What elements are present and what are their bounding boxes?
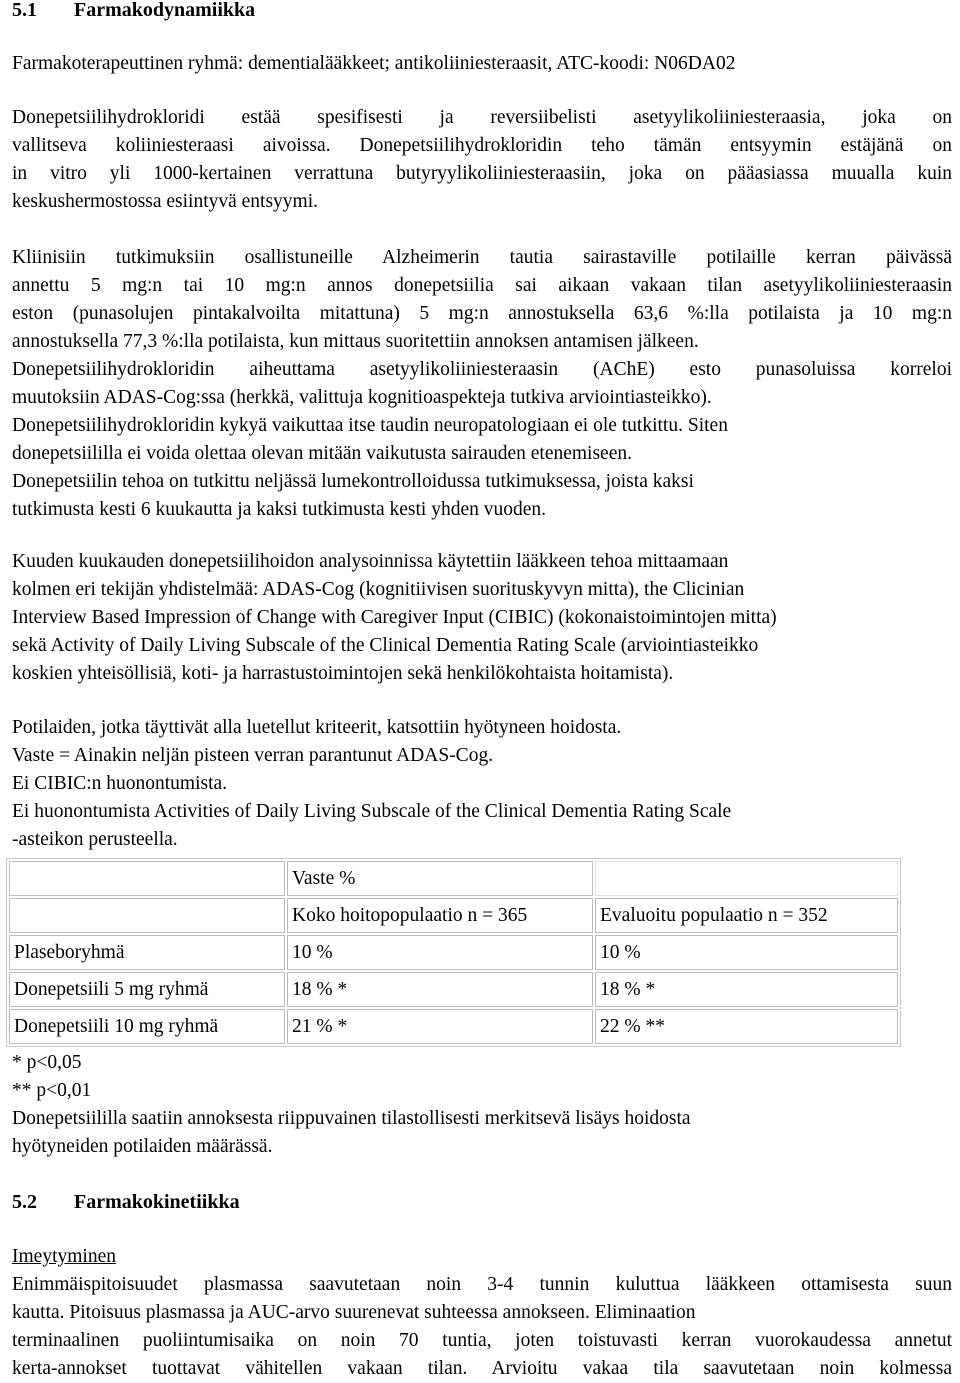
response-table [6, 858, 901, 1047]
text-line: Farmakoterapeuttinen ryhmä: dementialääkkeet; antikoliiniesteraasit, ATC-koodi: N06DA02 [12, 53, 736, 74]
table-cell: 21 % * [287, 1009, 593, 1044]
paragraph-dose-response [12, 1105, 952, 1161]
section-title: Farmakodynamiikka [74, 0, 256, 21]
pharmacotherapeutic-group [12, 50, 952, 78]
subheading-text: Imeytyminen [12, 1246, 116, 1267]
table-cell [9, 898, 285, 933]
text-line: annettu 5 mg:n tai 10 mg:n annos donepetsiilia sai aikaan vakaan tilan asetyylikoliiniesteraasin [12, 275, 952, 296]
table-header-cell: Koko hoitopopulaatio n = 365 [287, 898, 593, 933]
footnote: ** p<0,01 [12, 1080, 92, 1101]
text-line: Donepetsiilihydrokloridi estää spesifisesti ja reversiibelisti asetyylikoliiniesteraasia, joka on [12, 107, 952, 128]
subheading-absorption [12, 1243, 952, 1271]
text-line: annostuksella 77,3 %:lla potilaista, kun mittaus suoritettiin annoksen antamisen jälkeen. [12, 331, 699, 352]
text-line: Ei huonontumista Activities of Daily Living Subscale of the Clinical Dementia Rating Scale [12, 801, 732, 822]
text-line: -asteikon perusteella. [12, 829, 178, 850]
text-line: kerta-annokset tuottavat vähitellen vakaan tilan. Arvioitu vakaa tila saavutetaan noin kolmessa [12, 1358, 952, 1379]
text-line: koskien yhteisöllisiä, koti- ja harrastustoimintojen sekä henkilökohtaista hoitamista). [12, 663, 674, 684]
table-cell [595, 861, 898, 896]
text-line: Potilaiden, jotka täyttivät alla luetellut kriteerit, katsottiin hyötyneen hoidosta. [12, 717, 622, 738]
text-line: Kliinisiin tutkimuksiin osallistuneille Alzheimerin tautia sairastaville potilaille kerran päivässä [12, 247, 952, 268]
text-line: tutkimusta kesti 6 kuukautta ja kaksi tutkimusta kesti yhden vuoden. [12, 499, 547, 520]
text-line: Interview Based Impression of Change with Caregiver Input (CIBIC) (kokonaistoimintojen mitta) [12, 607, 777, 628]
text-line: Enimmäispitoisuudet plasmassa saavutetaan noin 3-4 tunnin kuluttua lääkkeen ottamisesta suun [12, 1274, 952, 1295]
text-line: in vitro yli 1000-kertainen verrattuna butyryylikoliiniesteraasiin, joka on pääasiassa muualla kuin [12, 163, 952, 184]
table-cell [9, 861, 285, 896]
text-line: Ei CIBIC:n huonontumista. [12, 773, 228, 794]
table-row [9, 935, 898, 970]
text-line: eston (punasolujen pintakalvoilta mitattuna) 5 mg:n annostuksella 63,6 %:lla potilaista ja 10 mg:n [12, 303, 952, 324]
table-row-label: Plaseboryhmä [9, 935, 285, 970]
text-line: terminaalinen puoliintumisaika on noin 70 tuntia, joten toistuvasti kerran vuorokaudessa annetut [12, 1330, 952, 1351]
section-title: Farmakokinetiikka [74, 1191, 240, 1213]
text-line: sekä Activity of Daily Living Subscale of the Clinical Dementia Rating Scale (arviointiasteikko [12, 635, 759, 656]
paragraph-mechanism [12, 104, 952, 216]
table-header-row [9, 898, 898, 933]
paragraph-analysis [12, 548, 952, 688]
section-heading-5-2 [12, 1188, 240, 1216]
text-line: Donepetsiililla saatiin annoksesta riippuvainen tilastollisesti merkitsevä lisäys hoidosta [12, 1108, 691, 1129]
table-cell: 18 % * [595, 972, 898, 1007]
section-number: 5.1 [12, 0, 37, 21]
table-header-cell: Evaluoitu populaatio n = 352 [595, 898, 898, 933]
table-header-row [9, 861, 898, 896]
table-header-cell: Vaste % [287, 861, 593, 896]
text-line: Vaste = Ainakin neljän pisteen verran parantunut ADAS-Cog. [12, 745, 494, 766]
table-cell: 10 % [287, 935, 593, 970]
text-line: donepetsiililla ei voida olettaa olevan mitään vaikutusta sairauden etenemiseen. [12, 443, 632, 464]
paragraph-absorption [12, 1271, 952, 1383]
text-line: keskushermostossa esiintyvä entsyymi. [12, 191, 319, 212]
table-row [9, 1009, 898, 1044]
footnotes [12, 1049, 952, 1105]
footnote: * p<0,05 [12, 1052, 82, 1073]
section-heading-5-1 [12, 0, 255, 24]
table-cell: 22 % ** [595, 1009, 898, 1044]
section-number: 5.2 [12, 1191, 37, 1213]
text-line: vallitseva koliiniesteraasi aivoissa. Donepetsiilihydrokloridin teho tämän entsyymin estäjänä on [12, 135, 952, 156]
text-line: kautta. Pitoisuus plasmassa ja AUC-arvo suurenevat suhteessa annokseen. Eliminaation [12, 1302, 696, 1323]
table-cell: 10 % [595, 935, 898, 970]
text-line: kolmen eri tekijän yhdistelmää: ADAS-Cog (kognitiivisen suorituskyvyn mitta), the Clicinian [12, 579, 745, 600]
text-line: Donepetsiilihydrokloridin aiheuttama asetyylikoliiniesteraasin (AChE) esto punasoluissa korreloi [12, 359, 952, 380]
text-line: hyötyneiden potilaiden määrässä. [12, 1136, 273, 1157]
table-row-label: Donepetsiili 10 mg ryhmä [9, 1009, 285, 1044]
text-line: Kuuden kuukauden donepetsiilihoidon analysoinnissa käytettiin lääkkeen tehoa mittaamaan [12, 551, 729, 572]
table-row [9, 972, 898, 1007]
text-line: muutoksiin ADAS-Cog:ssa (herkkä, valittuja kognitioaspekteja tutkiva arviointiasteikko). [12, 387, 712, 408]
paragraph-criteria [12, 714, 952, 854]
text-line: Donepetsiilin tehoa on tutkittu neljässä lumekontrolloidussa tutkimuksessa, joista kaksi [12, 471, 694, 492]
table-row-label: Donepetsiili 5 mg ryhmä [9, 972, 285, 1007]
paragraph-clinical [12, 244, 952, 524]
table-cell: 18 % * [287, 972, 593, 1007]
text-line: Donepetsiilihydrokloridin kykyä vaikuttaa itse taudin neuropatologiaan ei ole tutkittu. Siten [12, 415, 728, 436]
